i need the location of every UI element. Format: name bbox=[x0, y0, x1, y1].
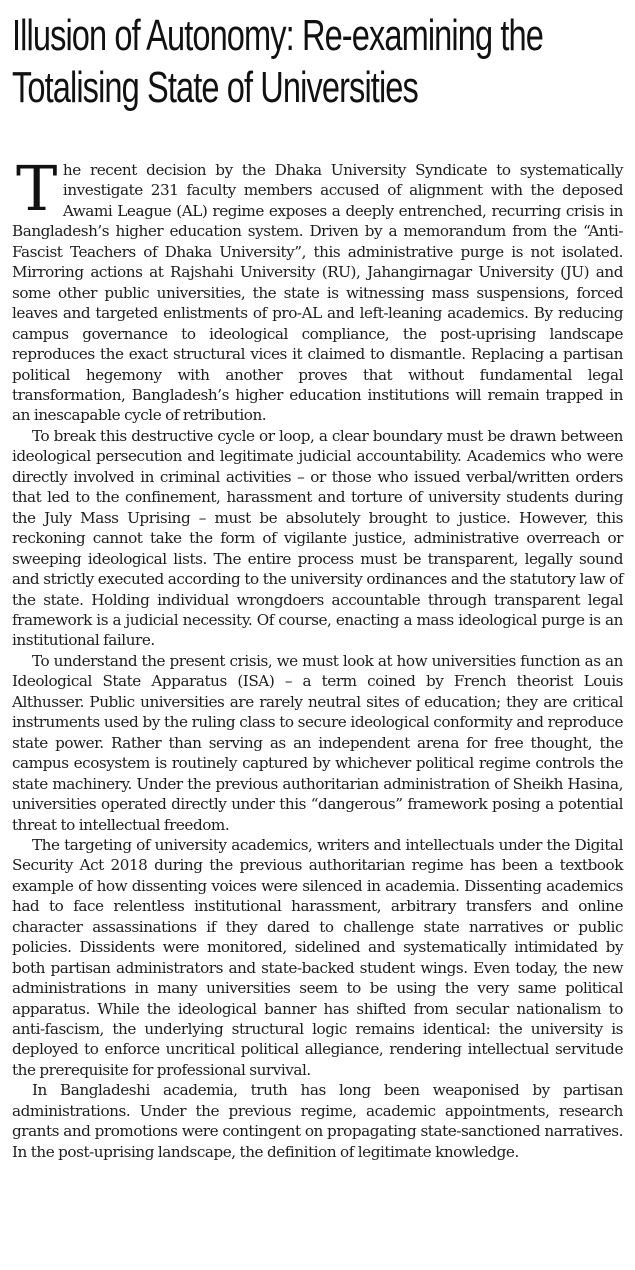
paragraph-2: To break this destructive cycle or loop, a clear boundary must be drawn between ideological persecution and legitimate judicial accountability. Academics who were directly involved in criminal activities – or those who issued verbal/written orders that led to the confinement, harassment and torture of university students during the July Mass Uprising – must be absolutely brought to justice. However, this reckoning cannot take the form of vigilante justice, administrative overreach or sweeping ideological lists. The entire process must be transparent, legally sound and strictly executed according to the university ordinances and the statutory law of the state. Holding individual wrongdoers accountable through transparent legal framework is a judicial necessity. Of course, enacting a mass ideological purge is an institutional failure. bbox=[12, 426, 623, 650]
paragraph-3: To understand the present crisis, we must look at how universities function as an Ideological State Apparatus (ISA) – a term coined by French theorist Louis Althusser. Public universities are rarely neutral sites of education; they are critical instruments used by the ruling class to secure ideological conformity and reproduce state power. Rather than serving as an independent arena for free thought, the campus ecosystem is routinely captured by whichever political regime controls the state machinery. Under the previous authoritarian administration of Sheikh Hasina, universities operated directly under this “dangerous” framework posing a potential threat to intellectual freedom. bbox=[12, 651, 623, 834]
headline-line-2: Totalising State of Universities bbox=[12, 63, 418, 112]
drop-cap: T bbox=[16, 152, 57, 225]
paragraph-1-text: he recent decision by the Dhaka University Syndicate to systematically investigate 231 faculty members accused of alignment with the deposed Awami League (AL) regime exposes a deeply entrenched, recurring crisis in Bangladesh’s higher education system. Driven by a memorandum from the “Anti-Fascist Teachers of Dhaka University”, this administrative purge is not isolated. Mirroring actions at Rajshahi University (RU), Jahangirnagar University (JU) and some other public universities, the state is witnessing mass suspensions, forced leaves and targeted enlistments of pro-AL and left-leaning academics. By reducing campus governance to ideological compliance, the post-uprising landscape reproduces the exact structural vices it claimed to dismantle. Replacing a partisan political hegemony with another proves that without fundamental legal transformation, Bangladesh’s higher education institutions will remain trapped in an inescapable cycle of retribution. bbox=[12, 161, 623, 425]
paragraph-5: In Bangladeshi academia, truth has long been weaponised by partisan administrations. Under the previous regime, academic appointments, research grants and promotions were contingent on propagating state-sanctioned narratives. In the post-uprising landscape, the definition of legitimate knowledge. bbox=[12, 1081, 623, 1161]
paragraph-4: The targeting of university academics, writers and intellectuals under the Digital Security Act 2018 during the previous authoritarian regime has been a textbook example of how dissenting voices were silenced in academia. Dissenting academics had to face relentless institutional harassment, arbitrary transfers and online character assassinations if they dared to challenge state narratives or public policies. Dissidents were monitored, sidelined and systematically intimidated by both partisan administrators and state-backed student wings. Even today, the new administrations in many universities seem to be using the very same political apparatus. While the ideological banner has shifted from secular nationalism to anti-fascism, the underlying structural logic remains identical: the university is deployed to enforce uncritical political allegiance, rendering intellectual servitude the prerequisite for professional survival. bbox=[12, 835, 623, 1079]
article-body bbox=[12, 152, 623, 1162]
headline-line-1: Illusion of Autonomy: Re-examining the bbox=[12, 11, 543, 60]
headline bbox=[12, 10, 620, 118]
paragraph-1 bbox=[12, 152, 623, 426]
